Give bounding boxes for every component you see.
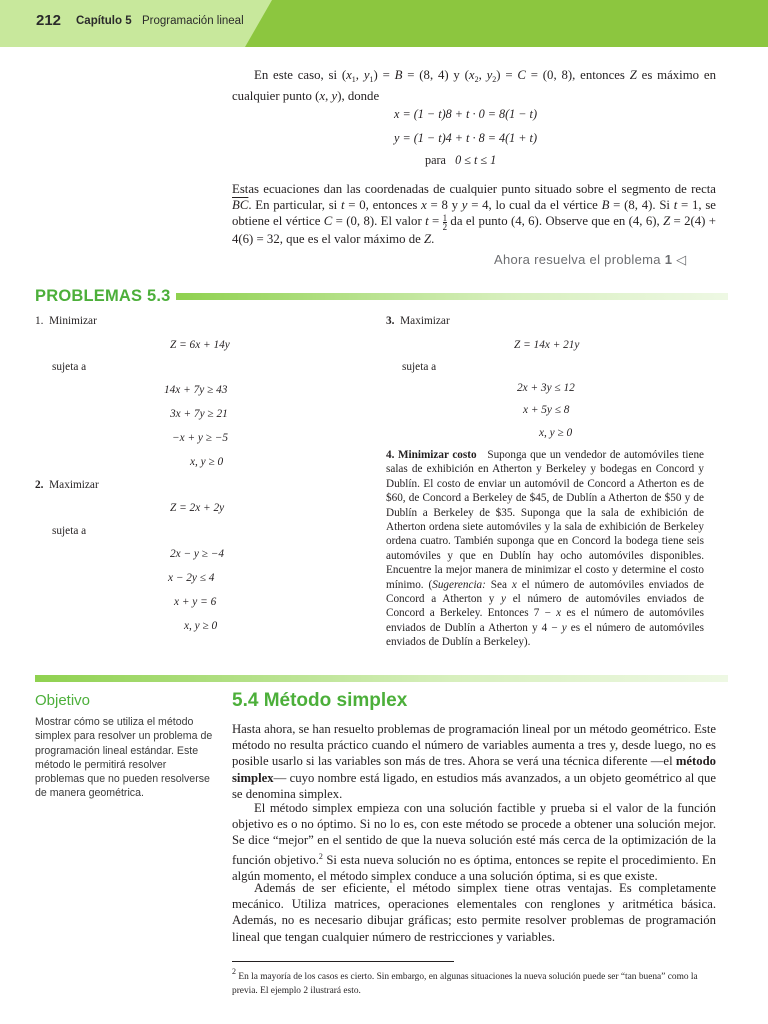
problem-3-constraint: x + 5y ≤ 8 [523, 404, 570, 416]
problem-3-constraint: 2x + 3y ≤ 12 [517, 382, 575, 394]
problem-1-subject: sujeta a [52, 361, 87, 373]
range-word: para [425, 153, 446, 167]
chapter-title: Programación lineal [142, 15, 244, 27]
section-paragraph-3: Además de ser eficiente, el método simplex tiene otras ventajas. Es completamente mecánico. Utiliza matrices, operaciones elementales con renglones y aritmética básica. Además, no es necesario dibujar gráficas; esto permite resolver problemas de programación lineal que tengan cualquier número de restricciones y variables. [232, 881, 716, 944]
problem-2-objective: Z = 2x + 2y [170, 502, 225, 514]
problem-1-constraint: −x + y ≥ −5 [172, 432, 229, 444]
problem-3-label: 3. Maximizar [386, 315, 450, 327]
problem-3-objective: Z = 14x + 21y [514, 339, 580, 351]
chapter-header [0, 0, 768, 47]
problem-3-constraint: x, y ≥ 0 [539, 427, 573, 439]
problem-1-label: 1. Minimizar [35, 315, 97, 327]
problem-1-constraint: x, y ≥ 0 [190, 456, 224, 468]
problem-4-text: 4. Minimizar costo Suponga que un vendedor de automóviles tiene salas de exhibición en Atherton y Berkeley y bodegas en Concord y Dublín. El costo de enviar un automóvil de Concord a Atherton es de $60, de Concord a Berkeley de $45, de Dublín a Atherton de $50 y de Dublín a Berkeley de $35. Suponga que la sala de exhibición de Atherton ordena siete automóviles y la sala de exhibición de Berkeley ordena cuatro. También suponga que en Concord la bodega tiene seis automóviles y que en Dublín hay ocho automóviles disponibles. Encuentre la mejor manera de minimizar el costo y determine el costo mínimo. (Sugerencia: Sea x el número de automóviles enviados de Concord a Atherton y y el número de automóviles enviados de Concord a Berkeley. Entonces 7 − x es el número de automóviles enviados de Dublín a Atherton y 4 − y es el número de automóviles enviados de Dublín a Berkeley). [386, 449, 705, 649]
range-value: 0 ≤ t ≤ 1 [455, 153, 497, 167]
section-paragraph-2: El método simplex empieza con una solución factible y prueba si el valor de la función objetivo es o no óptimo. Si no lo es, con este método se procede a obtener una solución mejor. Se dice “mejor” en el sentido de que la nueva solución esté más cerca de la optimización de la función objetivo.$^2$ Si esta nueva solución no es óptima, entonces se repite el procedimiento. En algún momento, el método simplex conduce a una solución óptima, si es que existe. [232, 801, 716, 883]
problems-heading: PROBLEMAS 5.3 [35, 287, 171, 305]
equation-x: x = (1 − t)8 + t · 0 = 8(1 − t) [394, 107, 538, 121]
triangle-left-icon: ◁ [676, 252, 687, 267]
problem-1-constraint: 3x + 7y ≥ 21 [170, 408, 228, 420]
intro-paragraph: En este caso, si ($x_1$, $y_1) = B = (8$, 4) y ($x_2$, $y_2) = C = (0$, 8), entonces Z es máximo en cualquier punto (x, y), donde [232, 68, 716, 103]
try-problem-link[interactable]: Ahora resuelva el problema 1 ◁ [494, 252, 687, 267]
equation-y: y = (1 − t)4 + t · 8 = 4(1 + t) [394, 131, 538, 145]
objective-title: Objetivo [35, 692, 91, 709]
section-divider-rule [35, 675, 728, 682]
problem-3-subject: sujeta a [402, 361, 437, 373]
section-paragraph-1: Hasta ahora, se han resuelto problemas de programación lineal por un método geométrico. Este método no resulta práctico cuando el número de variables aumenta a tres y, desde luego, no es posible usarlo si las variables son más de tres. Ahora se verá una técnica diferente —el método simplex— cuyo nombre está ligado, en estudios más avanzados, a un objeto geométrico al que se denomina simplex. [232, 722, 716, 801]
section-title: 5.4 Método simplex [232, 690, 408, 711]
footnote: $^2$ En la mayoría de los casos es cierto. Sin embargo, en algunas situaciones la nueva solución puede ser “tan buena” como la previa. El ejemplo 2 ilustrará esto. [232, 967, 698, 996]
problem-1-constraint: 14x + 7y ≥ 43 [164, 384, 228, 396]
problem-2-constraint: x, y ≥ 0 [184, 620, 218, 632]
equation-range [425, 152, 496, 168]
intro-paragraph-2: Estas ecuaciones dan las coordenadas de cualquier punto situado sobre el segmento de recta $\overline{BC}$. En particular, si t = 0, entonces x = 8 y y = 4, lo cual da el vértice B = (8, 4). Si t = 1, se obtiene el vértice C = (0, 8). El valor t = $\frac{1}{2}$ da el punto (4, 6). Observe que en (4, 6), Z = 2(4) + 4(6) = 32, que es el valor máximo de Z. [232, 182, 717, 246]
page-number: 212 [36, 12, 62, 29]
problems-heading-rule [176, 293, 728, 300]
chapter-label: Capítulo 5 [76, 15, 132, 27]
problem-2-constraint: 2x − y ≥ −4 [170, 548, 225, 560]
problem-2-label: 2. Maximizar [35, 479, 99, 491]
fraction-one-half: $\frac{1}{2}$ [442, 212, 448, 232]
footnote-rule [232, 961, 454, 962]
problem-1-objective: Z = 6x + 14y [170, 339, 230, 351]
problem-2-constraint: x + y = 6 [174, 596, 217, 608]
objective-text: Mostrar cómo se utiliza el método simplex para resolver un problema de programación lineal estándar. Este método le permitirá resolver problemas que no pueden resolverse de manera geométrica. [35, 716, 213, 800]
problem-2-constraint: x − 2y ≤ 4 [168, 572, 215, 584]
problem-2-subject: sujeta a [52, 525, 87, 537]
